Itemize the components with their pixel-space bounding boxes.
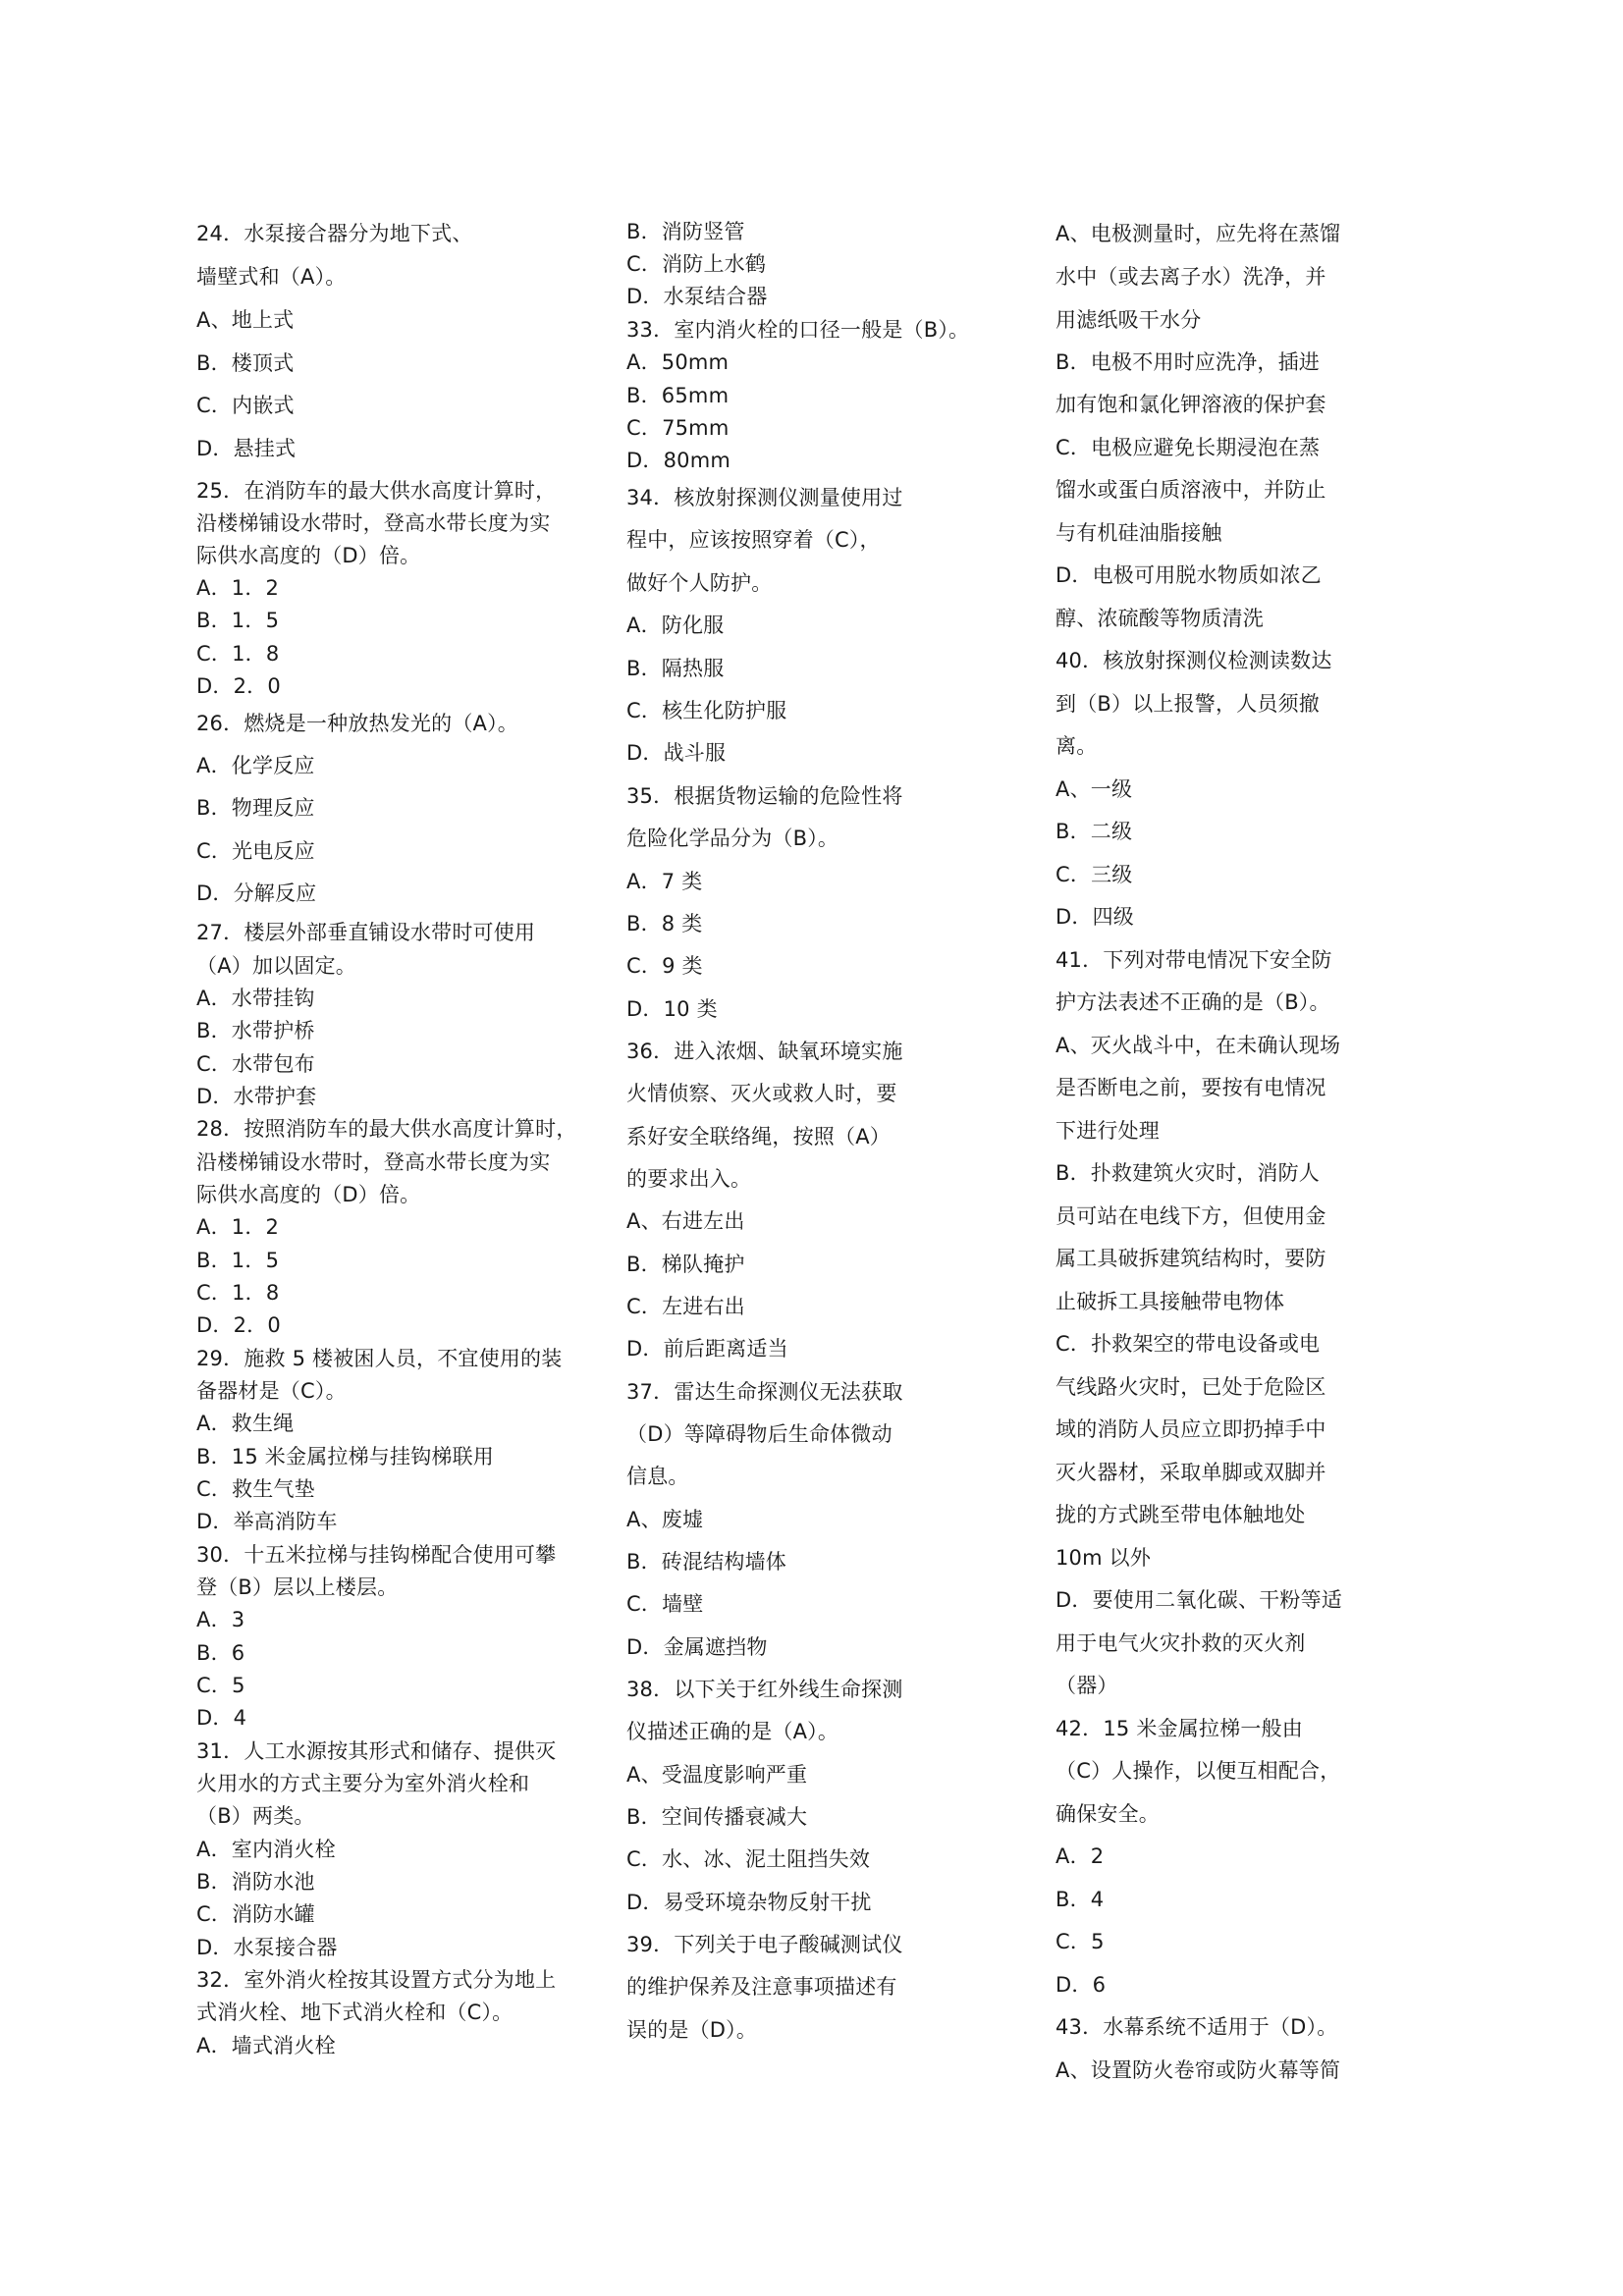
text-line: 36．进入浓烟、缺氧环境实施 [626,1040,903,1063]
text-line: A．防化服 [626,614,725,637]
text-line: 醇、浓硫酸等物质清洗 [1055,607,1264,630]
text-line: 信息。 [626,1465,689,1488]
text-line: C．75mm [626,416,730,440]
text-line: A．50mm [626,350,730,374]
text-line: 28．按照消防车的最大供水高度计算时， [196,1117,577,1141]
text-line: B．电极不用时应洗净，插进 [1055,350,1321,374]
text-line: B．1．5 [196,609,280,632]
text-line: B．6 [196,1641,245,1665]
text-line: 的维护保养及注意事项描述有 [626,1975,897,1999]
text-line: A．2 [1055,1844,1105,1868]
text-line: B．消防竖管 [626,220,745,243]
text-line: D．10 类 [626,997,718,1021]
text-line: C．5 [196,1674,245,1697]
text-line: C．墙壁 [626,1592,704,1616]
text-line: 登（B）层以上楼层。 [196,1575,399,1599]
text-line: 属工具破拆建筑结构时，要防 [1055,1247,1326,1270]
text-line: 39．下列关于电子酸碱测试仪 [626,1933,903,1956]
text-line: C．水、冰、泥土阻挡失效 [626,1847,871,1871]
text-line: （D）等障碍物后生命体微动 [626,1422,893,1446]
text-line: 际供水高度的（D）倍。 [196,544,421,567]
text-line: 误的是（D）。 [626,2018,758,2042]
text-line: 止破拆工具接触带电物体 [1055,1290,1285,1313]
text-line: 10m 以外 [1055,1546,1152,1570]
text-line: 水中（或去离子水）洗净，并 [1055,265,1326,289]
text-line: D．举高消防车 [196,1510,338,1533]
text-line: 用于电气火灾扑救的灭火剂 [1055,1631,1306,1655]
text-line: A、设置防火卷帘或防火幕等简 [1055,2058,1341,2082]
text-line: 37．雷达生命探测仪无法获取 [626,1380,903,1404]
text-line: C．扑救架空的带电设备或电 [1055,1332,1321,1356]
text-line: 拢的方式跳至带电体触地处 [1055,1503,1306,1526]
text-line: 43．水幕系统不适用于（D）。 [1055,2015,1338,2039]
text-line: 与有机硅油脂接触 [1055,521,1222,545]
text-line: 做好个人防护。 [626,571,773,595]
text-line: C．消防水罐 [196,1902,315,1926]
text-line: （C）人操作，以便互相配合， [1055,1759,1341,1783]
text-line: D．前后距离适当 [626,1337,788,1361]
text-line: A、废墟 [626,1508,704,1531]
text-line: 26．燃烧是一种放热发光的（A）。 [196,712,518,735]
text-line: C．左进右出 [626,1295,745,1318]
text-line: （B）两类。 [196,1804,315,1828]
text-line: B．梯队掩护 [626,1253,745,1276]
text-line: 38．以下关于红外线生命探测 [626,1678,903,1701]
text-line: 程中，应该按照穿着（C）， [626,528,881,552]
text-line: 离。 [1055,734,1098,758]
text-line: D．4 [196,1706,247,1730]
text-line: C．5 [1055,1930,1105,1953]
text-line: A．室内消火栓 [196,1838,336,1861]
text-line: 33．室内消火栓的口径一般是（B）。 [626,318,970,342]
text-line: D．战斗服 [626,741,727,765]
text-line: 域的消防人员应立即扔掉手中 [1055,1417,1326,1441]
text-line: B．二级 [1055,820,1133,843]
text-line: D．水泵结合器 [626,285,768,308]
text-line: B．物理反应 [196,796,315,820]
text-line: D．易受环境杂物反射干扰 [626,1891,872,1914]
text-line: 际供水高度的（D）倍。 [196,1183,421,1206]
text-line: D．分解反应 [196,881,317,905]
text-line: 41．下列对带电情况下安全防 [1055,948,1332,972]
text-line: C．9 类 [626,954,703,978]
text-line: 用滤纸吸干水分 [1055,308,1202,332]
text-line: D．电极可用脱水物质如浓乙 [1055,563,1322,587]
text-line: 30．十五米拉梯与挂钩梯配合使用可攀 [196,1543,557,1567]
text-line: A、受温度影响严重 [626,1763,808,1787]
text-line: 加有饱和氯化钾溶液的保护套 [1055,393,1326,416]
text-line: A．墙式消火栓 [196,2034,336,2057]
text-line: A．7 类 [626,870,703,893]
text-line: C．内嵌式 [196,394,295,417]
column-right [1055,0,1468,2296]
text-line: A．化学反应 [196,754,315,777]
text-line: A、电极测量时，应先将在蒸馏 [1055,222,1341,245]
text-line: 系好安全联络绳，按照（A） [626,1125,891,1148]
text-line: A．1．2 [196,576,280,600]
text-line: 42．15 米金属拉梯一般由 [1055,1717,1303,1740]
text-line: 到（B）以上报警，人员须撤 [1055,692,1321,716]
text-line: 沿楼梯铺设水带时，登高水带长度为实 [196,1150,551,1174]
text-line: B．砖混结构墙体 [626,1550,787,1574]
text-line: 34．核放射探测仪测量使用过 [626,486,903,509]
text-line: 27．楼层外部垂直铺设水带时可使用 [196,921,536,944]
text-line: 员可站在电线下方，但使用金 [1055,1204,1326,1228]
text-line: C．1．8 [196,1281,280,1305]
text-line: A、地上式 [196,308,295,332]
text-line: B．65mm [626,384,730,407]
text-line: B．水带护桥 [196,1019,315,1042]
text-line: 备器材是（C）。 [196,1379,347,1403]
text-line: C．水带包布 [196,1052,315,1076]
text-line: B．隔热服 [626,657,725,680]
text-line: B．1．5 [196,1249,280,1272]
text-line: A．1．2 [196,1215,280,1239]
text-line: 是否断电之前，要按有电情况 [1055,1076,1326,1099]
text-line: C．救生气垫 [196,1477,315,1501]
text-line: A．水带挂钩 [196,987,315,1010]
text-line: B．8 类 [626,912,703,935]
text-line: 火情侦察、灭火或救人时，要 [626,1082,897,1105]
text-line: 火用水的方式主要分为室外消火栓和 [196,1772,530,1795]
text-line: B．15 米金属拉梯与挂钩梯联用 [196,1445,495,1468]
text-line: 确保安全。 [1055,1802,1160,1826]
text-line: D．悬挂式 [196,437,297,460]
text-line: B．4 [1055,1888,1105,1911]
text-line: 的要求出入。 [626,1167,752,1191]
text-line: 式消火栓、地下式消火栓和（C）。 [196,2001,514,2024]
text-line: 下进行处理 [1055,1119,1160,1143]
text-line: C．三级 [1055,863,1133,886]
text-line: C．消防上水鹤 [626,252,767,276]
text-line: B．扑救建筑火灾时，消防人 [1055,1161,1321,1185]
text-line: 护方法表述不正确的是（B）。 [1055,990,1330,1014]
text-line: 32．室外消火栓按其设置方式分为地上 [196,1968,557,1992]
text-line: B．空间传播衰减大 [626,1805,808,1829]
text-line: （A）加以固定。 [196,954,356,978]
text-line: 气线路火灾时，已处于危险区 [1055,1375,1326,1399]
text-line: B．消防水池 [196,1870,315,1894]
text-line: 35．根据货物运输的危险性将 [626,784,903,808]
text-line: 仪描述正确的是（A）。 [626,1720,839,1743]
text-line: 危险化学品分为（B）。 [626,827,839,850]
text-line: C．光电反应 [196,839,315,863]
text-line: D．2．0 [196,1313,281,1337]
text-line: C．1．8 [196,642,280,666]
text-line: 馏水或蛋白质溶液中，并防止 [1055,478,1326,502]
text-line: 24．水泵接合器分为地下式、 [196,222,473,245]
text-line: A、灭火战斗中，在未确认现场 [1055,1034,1341,1057]
text-line: D．水带护套 [196,1085,317,1108]
text-line: D．水泵接合器 [196,1936,338,1959]
text-line: D．6 [1055,1973,1107,1997]
text-line: 25．在消防车的最大供水高度计算时， [196,479,557,503]
text-line: D．金属遮挡物 [626,1635,768,1659]
text-line: A、右进左出 [626,1209,745,1233]
column-left [196,0,609,2296]
text-line: 40．核放射探测仪检测读数达 [1055,649,1332,672]
text-line: D．要使用二氧化碳、干粉等适 [1055,1588,1342,1612]
text-line: D．80mm [626,449,731,472]
text-line: A、一级 [1055,777,1133,801]
text-line: C．电极应避免长期浸泡在蒸 [1055,436,1321,459]
text-line: B．楼顶式 [196,351,295,375]
text-line: 31．人工水源按其形式和储存、提供灭 [196,1739,557,1763]
text-line: （器） [1055,1674,1118,1697]
text-line: A．救生绳 [196,1412,295,1435]
text-line: C．核生化防护服 [626,699,787,722]
text-line: D．2．0 [196,674,281,698]
text-line: 灭火器材，采取单脚或双脚并 [1055,1461,1326,1484]
text-line: 29．施救 5 楼被困人员，不宜使用的装 [196,1347,563,1370]
text-line: A．3 [196,1608,245,1631]
text-line: D．四级 [1055,905,1134,929]
text-line: 墙壁式和（A）。 [196,265,347,289]
text-line: 沿楼梯铺设水带时，登高水带长度为实 [196,511,551,535]
column-middle [626,0,1039,2296]
